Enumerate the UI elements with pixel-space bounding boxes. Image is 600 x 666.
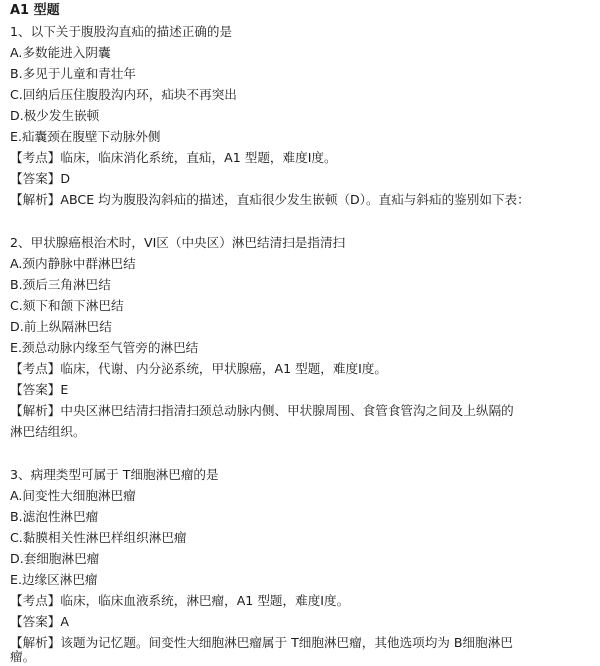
q1-stem: 1、以下关于腹股沟直疝的描述正确的是: [10, 24, 233, 39]
q3-option-b: B.滤泡性淋巴瘤: [10, 509, 99, 524]
q2-option-e: E.颈总动脉内缘至气管旁的淋巴结: [10, 340, 199, 355]
q3-option-a: A.间变性大细胞淋巴瘤: [10, 488, 136, 503]
jiexi-label: 【解析】: [10, 635, 61, 650]
kaodian-label: 【考点】: [10, 361, 61, 376]
q2-option-c: C.颏下和颌下淋巴结: [10, 298, 124, 313]
q3-stem: 3、病理类型可属于 T细胞淋巴瘤的是: [10, 467, 219, 482]
q1-option-c: C.回纳后压住腹股沟内环，疝块不再突出: [10, 87, 237, 102]
jiexi-text: 中央区淋巴结清扫指清扫颈总动脉内侧、甲状腺周围、食管食管沟之间及上纵隔的: [60, 403, 514, 418]
kaodian-label: 【考点】: [10, 593, 61, 608]
q1-option-e: E.疝囊颈在腹壁下动脉外侧: [10, 129, 161, 144]
q2-stem: 2、甲状腺癌根治术时，VI区（中央区）淋巴结清扫是指清扫: [10, 235, 346, 250]
answer-value: E: [60, 382, 69, 397]
q1-answer: [10, 169, 590, 189]
jiexi-label: 【解析】: [10, 403, 61, 418]
q1-option-d: D.极少发生嵌顿: [10, 108, 100, 123]
q3-jiexi-cont: 瘤。: [10, 649, 36, 664]
q2-option-a: A.颈内静脉中群淋巴结: [10, 256, 136, 271]
kaodian-text: 临床，临床血液系统，淋巴瘤，A1 型题，难度Ⅰ度。: [60, 593, 350, 608]
q1-option-b: B.多见于儿童和青壮年: [10, 66, 136, 81]
answer-label: 【答案】: [10, 382, 61, 397]
q2-option-b: B.颈后三角淋巴结: [10, 277, 111, 292]
q3-option-c: C.黏膜相关性淋巴样组织淋巴瘤: [10, 530, 187, 545]
section-title: A1 型题: [10, 3, 60, 18]
q3-answer: [10, 612, 590, 632]
q2-option-d: D.前上纵隔淋巴结: [10, 319, 112, 334]
q2-jiexi: [10, 401, 590, 421]
kaodian-label: 【考点】: [10, 150, 61, 165]
q1-jiexi: [10, 190, 590, 210]
answer-value: D: [60, 171, 71, 186]
q2-answer: [10, 380, 590, 400]
q1-kaodian: [10, 148, 590, 168]
answer-label: 【答案】: [10, 171, 61, 186]
jiexi-label: 【解析】: [10, 192, 61, 207]
q3-option-e: E.边缘区淋巴瘤: [10, 572, 98, 587]
q3-option-d: D.套细胞淋巴瘤: [10, 551, 100, 566]
q3-kaodian: [10, 591, 590, 611]
q2-jiexi-cont: 淋巴结组织。: [10, 424, 86, 439]
kaodian-text: 临床，代谢、内分泌系统，甲状腺癌，A1 型题，难度Ⅰ度。: [60, 361, 387, 376]
jiexi-text: ABCE 均为腹股沟斜疝的描述，直疝很少发生嵌顿（D）。直疝与斜疝的鉴别如下表：: [60, 192, 530, 207]
q2-kaodian: [10, 359, 590, 379]
answer-label: 【答案】: [10, 614, 61, 629]
kaodian-text: 临床，临床消化系统，直疝，A1 型题，难度Ⅰ度。: [60, 150, 337, 165]
answer-value: A: [60, 614, 69, 629]
q1-option-a: A.多数能进入阴囊: [10, 45, 111, 60]
jiexi-text: 该题为记忆题。间变性大细胞淋巴瘤属于 T细胞淋巴瘤，其他选项均为 B细胞淋巴: [60, 635, 513, 650]
